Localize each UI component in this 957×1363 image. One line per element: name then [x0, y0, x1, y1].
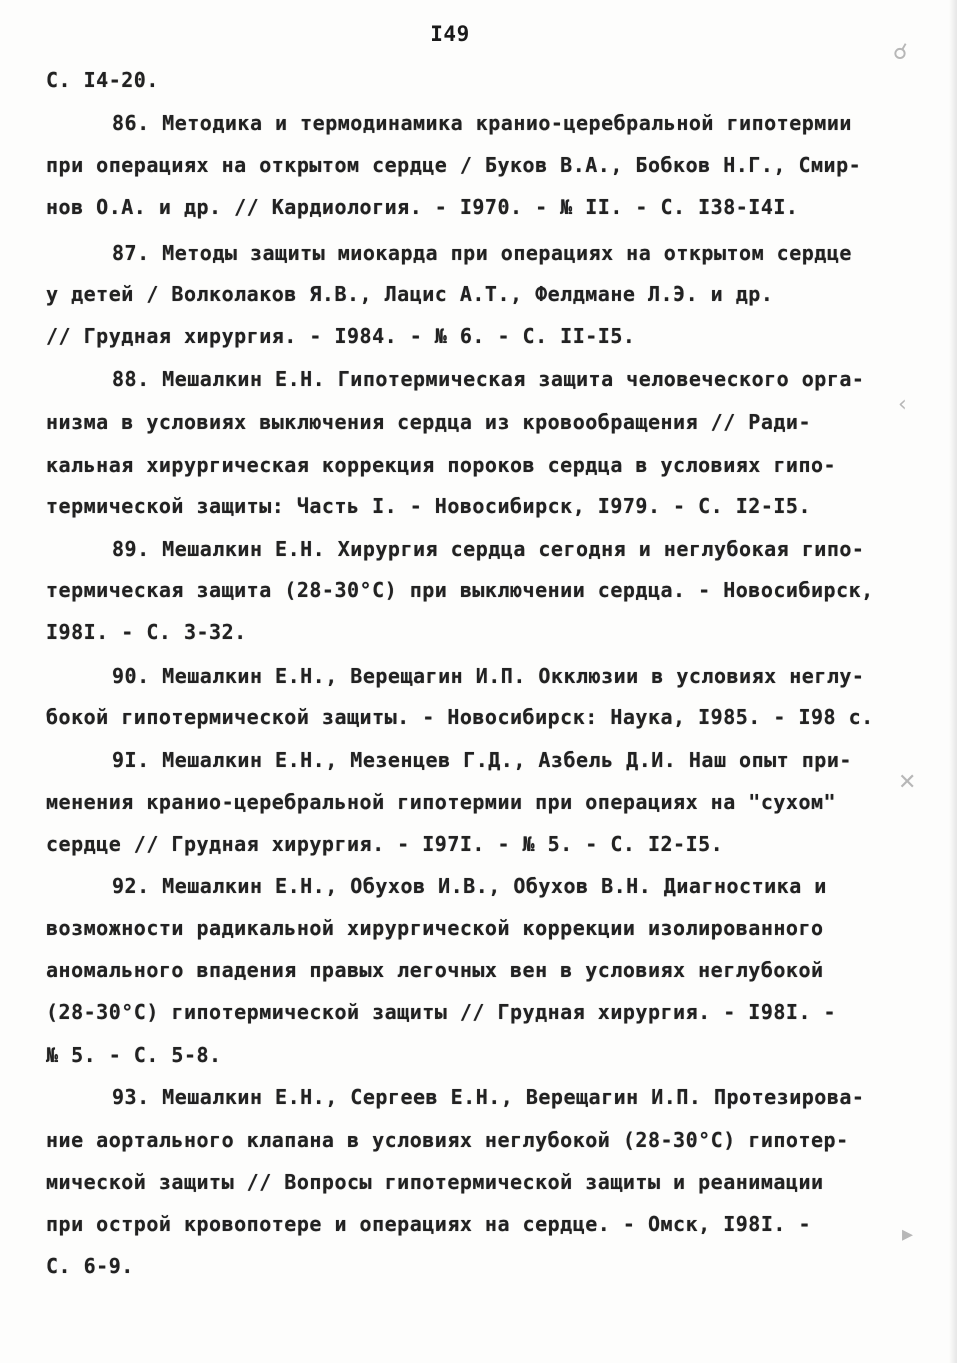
text-line: № 5. - С. 5-8. [46, 1043, 222, 1067]
text-line: 92. Мешалкин Е.Н., Обухов И.В., Обухов В.Н. Диагностика и [112, 874, 827, 898]
text-line: кальная хирургическая коррекция пороков сердца в условиях гипо- [46, 453, 837, 477]
text-line: 89. Мешалкин Е.Н. Хирургия сердца сегодня и неглубокая гипо- [112, 537, 865, 561]
text-line: ние аортального клапана в условиях неглубокой (28-30°С) гипотер- [46, 1128, 849, 1152]
scan-mark-icon: ‹ [898, 392, 908, 417]
text-line: бокой гипотермической защиты. - Новосибирск: Наука, I985. - I98 с. [46, 705, 874, 729]
text-line: термической защиты: Часть I. - Новосибирск, I979. - С. I2-I5. [46, 494, 812, 518]
text-line: сердце // Грудная хирургия. - I97I. - № 5. - С. I2-I5. [46, 832, 724, 856]
text-line: при операциях на открытом сердце / Буков В.А., Бобков Н.Г., Смир- [46, 153, 862, 177]
scan-mark-icon: ✕ [898, 770, 917, 795]
text-line: при острой кровопотере и операциях на сердце. - Омск, I98I. - [46, 1212, 812, 1236]
scan-mark-icon: ▸ [902, 1222, 914, 1247]
text-line: 87. Методы защиты миокарда при операциях на открытом сердце [112, 241, 852, 265]
text-line: у детей / Волколаков Я.В., Лацис А.Т., Фелдмане Л.Э. и др. [46, 282, 774, 306]
page-number: I49 [430, 22, 470, 46]
text-line: 88. Мешалкин Е.Н. Гипотермическая защита человеческого орга- [112, 367, 865, 391]
text-line: менения кранио-церебральной гипотермии при операциях на "сухом" [46, 790, 837, 814]
text-line: С. 6-9. [46, 1254, 134, 1278]
text-line: I98I. - С. 3-32. [46, 620, 247, 644]
text-line: С. I4-20. [46, 68, 159, 92]
text-line: 93. Мешалкин Е.Н., Сергеев Е.Н., Верещагин И.П. Протезирова- [112, 1085, 865, 1109]
text-line: возможности радикальной хирургической коррекции изолированного [46, 916, 824, 940]
text-line: 90. Мешалкин Е.Н., Верещагин И.П. Окклюзии в условиях неглу- [112, 664, 865, 688]
scan-mark-icon: ☌ [893, 40, 909, 65]
page-edge-shadow [949, 0, 957, 1363]
text-line: термическая защита (28-30°С) при выключении сердца. - Новосибирск, [46, 578, 874, 602]
text-line: 9I. Мешалкин Е.Н., Мезенцев Г.Д., Азбель Д.И. Наш опыт при- [112, 748, 852, 772]
text-line: 86. Методика и термодинамика кранио-церебральной гипотермии [112, 111, 852, 135]
text-line: // Грудная хирургия. - I984. - № 6. - С. II-I5. [46, 324, 636, 348]
text-line: (28-30°С) гипотермической защиты // Грудная хирургия. - I98I. - [46, 1000, 837, 1024]
text-line: мической защиты // Вопросы гипотермической защиты и реанимации [46, 1170, 824, 1194]
text-line: нов О.А. и др. // Кардиология. - I970. - № II. - С. I38-I4I. [46, 195, 799, 219]
text-line: аномального впадения правых легочных вен в условиях неглубокой [46, 958, 824, 982]
text-line: низма в условиях выключения сердца из кровообращения // Ради- [46, 410, 812, 434]
